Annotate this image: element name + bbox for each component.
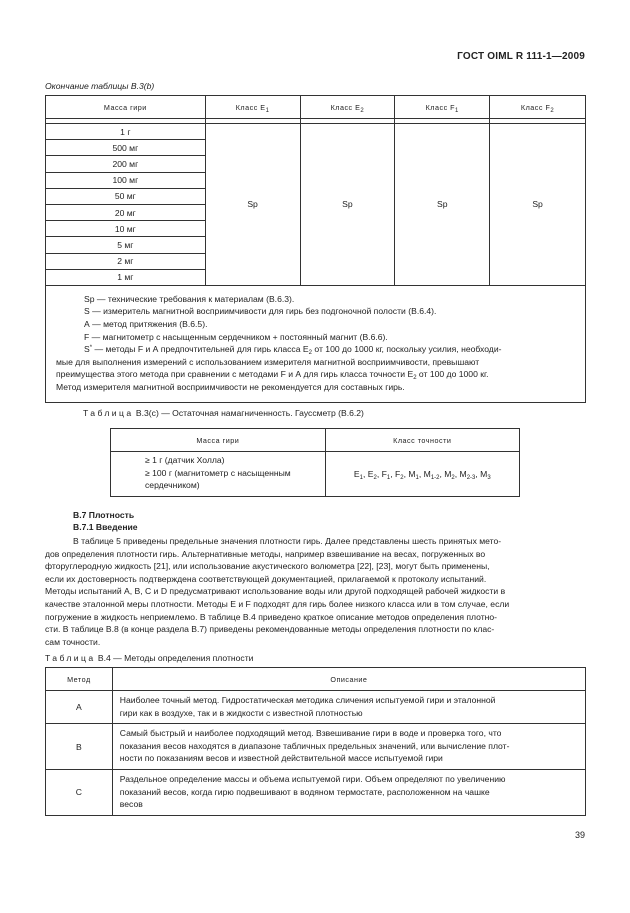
description-line: ности по показаниям весов и известной действительной массе испытуемой гири <box>119 753 443 764</box>
note-star-text-cont: от 100 до 1000 кг, поскольку усилия, необходи- <box>314 344 502 355</box>
accuracy-class-cell: $E_1$, $E_2$, $F_1$, $F_2$, $M_1$, $M_{1-2}$, $M_2$, $M_{2-3}$, $M_3$ <box>325 452 519 497</box>
sp-cell-e2: Sp <box>300 124 395 286</box>
paragraph-line: сти. В таблице В.8 (в конце раздела В.7) приведены рекомендованные методы определения плотности по клас- <box>45 624 495 635</box>
class-sub: 1-2 <box>430 474 440 481</box>
note-star-line-4: Метод измерителя магнитной восприимчивости не рекомендуется для составных гирь. <box>56 382 405 393</box>
method-cell: А <box>46 691 113 724</box>
description-line: показаний весов, когда гирю подвешивают в водяном термостате, расположенном на чашке <box>119 786 490 797</box>
method-cell: В <box>46 724 113 770</box>
class-sub: 1 <box>359 474 363 481</box>
mass-cell: 10 мг <box>46 221 206 237</box>
note-star-line-1: S* — методы F и А предпочтительней для гирь класса $E_2$ от 100 до 1000 кг, поскольку усилия, необходи- <box>84 344 502 357</box>
subscript: 2 <box>360 107 365 114</box>
table-row <box>46 124 586 140</box>
description-line: весов <box>119 799 143 810</box>
description-cell <box>112 769 585 815</box>
section-paragraph <box>45 535 585 648</box>
paragraph-line: фторуглеродную жидкость [21], или использование акустического волюметра [22], [23], могут быть применены, <box>45 561 490 572</box>
note-f: F — магнитометр с насыщенным сердечником + постоянный магнит (В.6.6). <box>84 331 388 342</box>
table-b3c <box>110 428 520 497</box>
table-row <box>46 769 586 815</box>
description-cell <box>112 691 585 724</box>
header-text: Класс E <box>235 102 266 112</box>
class-sub: 3 <box>487 474 491 481</box>
table-b4 <box>45 667 586 816</box>
column-header-class-e1 <box>205 96 300 119</box>
mass-cell: 50 мг <box>46 188 206 204</box>
class-sub: 2 <box>451 474 455 481</box>
note-star-label: S <box>84 344 90 355</box>
table-header-row <box>111 429 520 452</box>
column-header-mass: Масса гири <box>111 429 326 452</box>
description-line: Раздельное определение массы и объема испытуемой гири. Объем определяют по увеличению <box>119 773 506 784</box>
mass-cell: 1 мг <box>46 269 206 285</box>
paragraph-line: погружение в жидкость неприемлемо. В таблице В.4 приведено краткое описание методов определения плотно- <box>45 611 498 622</box>
paragraph-line: Методы испытаний А, В, С и D предусматривают использование воды или другой подходящей рабочей жидкости в <box>45 586 506 597</box>
header-text: Класс F <box>425 102 456 112</box>
table-notes <box>46 285 586 402</box>
sp-cell-f1: Sp <box>395 124 490 286</box>
description-line: показания весов находятся в диапазоне табличных предельных значений, или вычисление плот- <box>119 740 510 751</box>
table-b4-caption <box>45 653 253 663</box>
description-line: Наиболее точный метод. Гидростатическая методика сличения испытуемой гири и эталонной <box>119 695 496 705</box>
mass-cell: 20 мг <box>46 204 206 220</box>
method-cell: С <box>46 769 113 815</box>
sp-cell-e1: Sp <box>205 124 300 286</box>
section-heading-b71: В.7.1 Введение <box>73 522 138 532</box>
header-text: Класс E <box>330 102 361 112</box>
table-notes-row <box>46 285 586 402</box>
section-heading-b7: В.7 Плотность <box>73 510 135 520</box>
table-header-row <box>46 96 586 119</box>
column-header-class: Класс точности <box>325 429 519 452</box>
description-cell <box>112 724 585 770</box>
description-line: Самый быстрый и наиболее подходящий метод. Взвешивание гири в воде и проверка того, что <box>119 728 502 739</box>
mass-cell: 2 мг <box>46 253 206 269</box>
note-star-text: преимущества этого метода при сравнении с методами F и А для гирь класса точности E <box>56 369 414 380</box>
class-sub: 2-3 <box>466 474 476 481</box>
table-b3b-caption: Окончание таблицы В.3(b) <box>45 81 155 91</box>
paragraph-line: дов определения плотности гирь. Альтернативные методы, например взвешивание на весах, погруженных во <box>45 548 486 559</box>
paragraph-line: качестве эталонной меры плотности. Методы E и F подходят для гирь более низкого класса или в том случае, если <box>45 598 510 609</box>
column-header-class-f1 <box>395 96 490 119</box>
table-header-row <box>46 668 586 691</box>
class-sub: 1 <box>415 474 419 481</box>
document-header: ГОСТ OIML R 111-1—2009 <box>457 51 585 62</box>
note-sp: Sp — технические требования к материалам (В.6.3). <box>84 293 295 304</box>
sp-cell-f2: Sp <box>490 124 586 286</box>
caption-prefix: Таблица <box>45 653 96 663</box>
note-star-text-cont: от 100 до 1000 кг. <box>418 369 489 380</box>
mass-cell: 200 мг <box>46 156 206 172</box>
subscript: 2 <box>550 107 555 114</box>
mass-line-core: сердечником) <box>145 480 200 491</box>
mass-cell: 100 мг <box>46 172 206 188</box>
table-b3c-caption <box>83 408 364 418</box>
class-sub: 2 <box>400 474 404 481</box>
table-row <box>46 724 586 770</box>
caption-text: В.4 — Методы определения плотности <box>97 653 254 663</box>
subscript: 1 <box>265 107 270 114</box>
note-star-line-2: мые для выполнения измерений с использованием измерителя магнитной восприимчивости, превышают <box>56 356 480 367</box>
caption-text: В.3(с) — Остаточная намагниченность. Гауссметр (В.6.2) <box>135 408 364 418</box>
column-header-method: Метод <box>46 668 113 691</box>
paragraph-line: сам точности. <box>45 636 101 647</box>
class-sub: 1 <box>386 474 391 481</box>
table-b3b <box>45 95 586 403</box>
column-header-mass: Масса гири <box>46 96 206 119</box>
class-letter: E <box>353 468 360 479</box>
table-row <box>46 691 586 724</box>
header-text: Класс F <box>520 102 551 112</box>
page-number: 39 <box>574 830 585 840</box>
class-sub: 2 <box>373 474 377 481</box>
column-header-class-e2 <box>300 96 395 119</box>
column-header-description: Описание <box>112 668 585 691</box>
mass-cell: 500 мг <box>46 140 206 156</box>
mass-line-hall: ≥ 1 г (датчик Холла) <box>145 455 225 465</box>
caption-prefix: Таблица <box>83 408 134 418</box>
mass-cell <box>111 452 326 497</box>
paragraph-line: если их достоверность подтверждена соответствующей документацией, прилагаемой к протоколу испытаний. <box>45 573 487 584</box>
note-star-text: — методы F и А предпочтительней для гирь класса E <box>94 344 309 355</box>
note-a: А — метод притяжения (В.6.5). <box>84 319 208 330</box>
note-star-line-3: преимущества этого метода при сравнении с методами F и А для гирь класса точности $E_2$ от 100 до 1000 кг. <box>56 369 489 382</box>
mass-cell: 5 мг <box>46 237 206 253</box>
paragraph-line: В таблице 5 приведены предельные значения плотности гирь. Далее представлены шесть принятых мето- <box>73 536 502 546</box>
column-header-class-f2 <box>490 96 586 119</box>
description-line: гири как в воздухе, так и в жидкости с известной плотностью <box>119 707 363 718</box>
subscript: 1 <box>455 107 459 114</box>
mass-cell: 1 г <box>46 124 206 140</box>
note-s: S — измеритель магнитной восприимчивости для гирь без подгоночной полости (В.6.4). <box>84 306 437 317</box>
mass-line-magnetometer: ≥ 100 г (магнитометр с насыщенным <box>145 467 291 478</box>
table-row <box>111 452 520 497</box>
